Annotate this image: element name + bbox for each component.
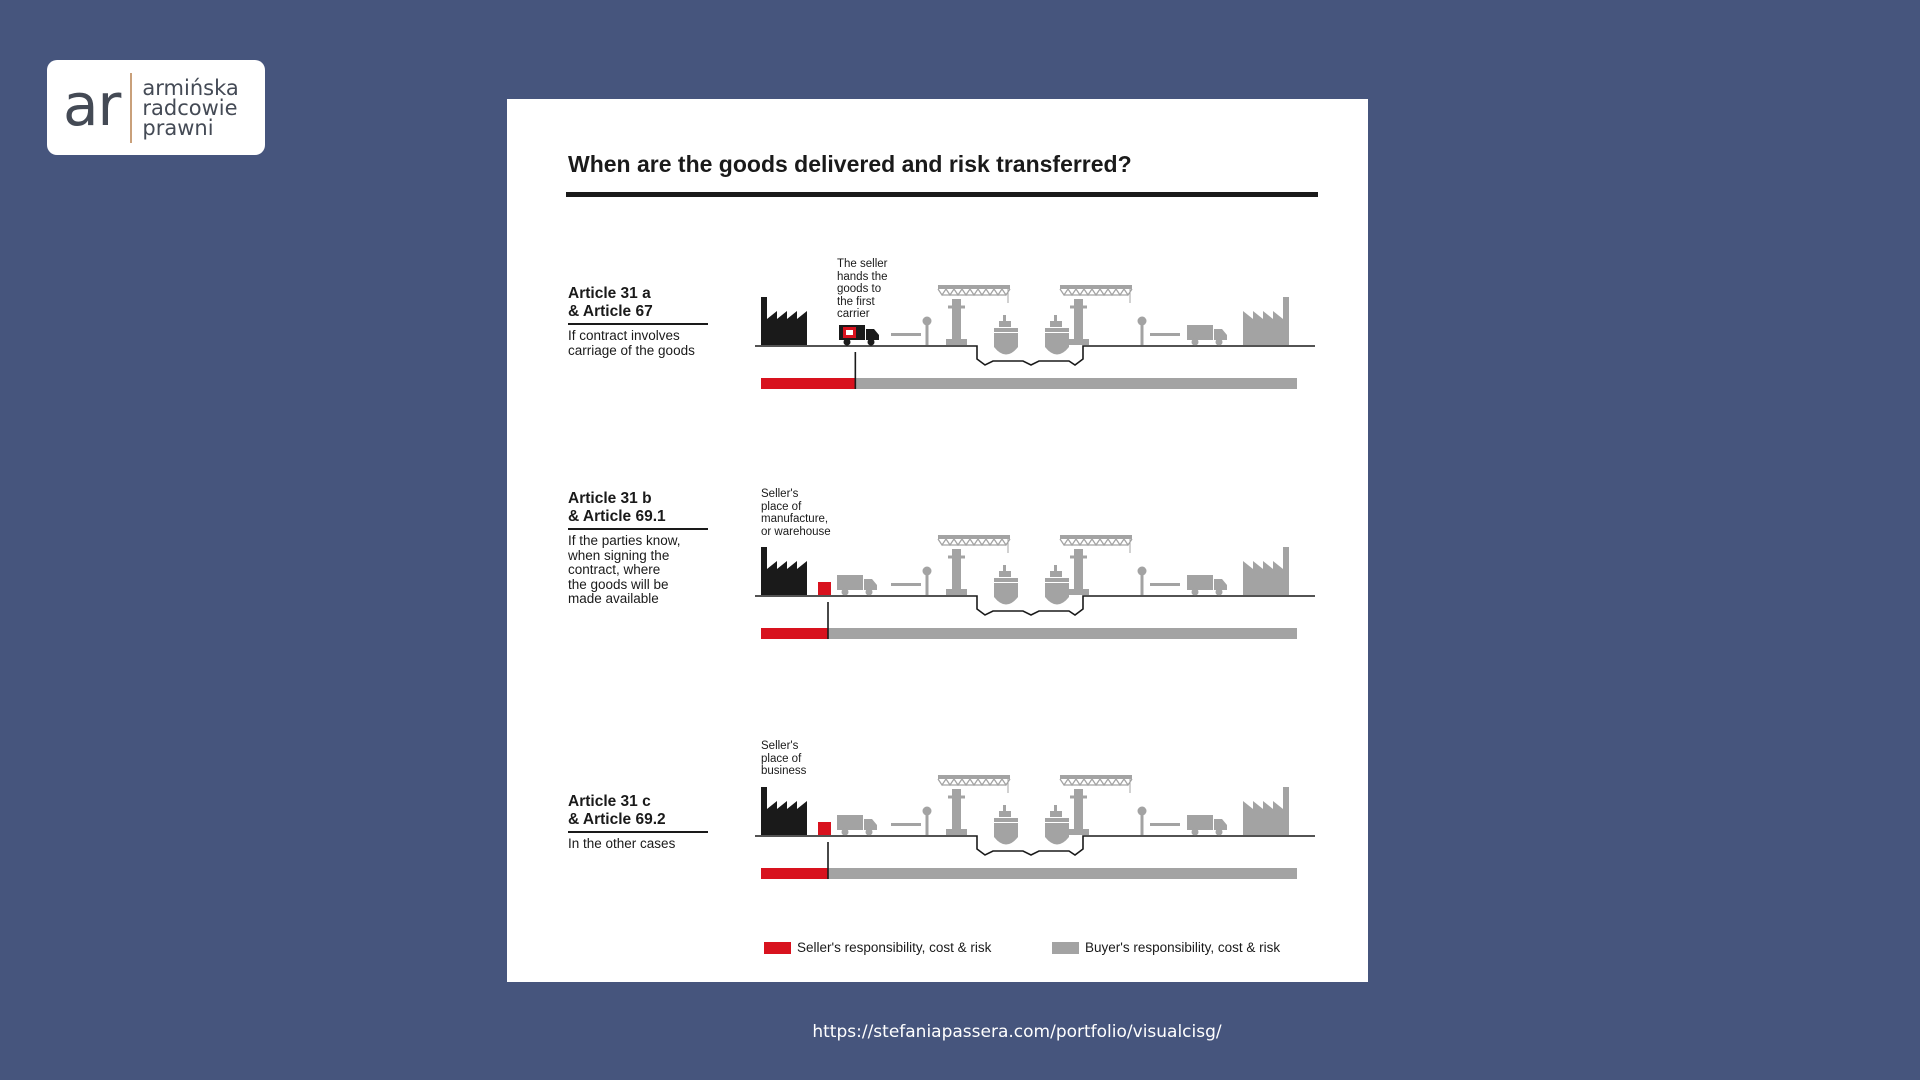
right-crane-icon-boom (1060, 775, 1132, 779)
left-crane-icon-truss (978, 289, 986, 295)
source-url[interactable]: https://stefaniapassera.com/portfolio/visualcisg/ (812, 1022, 1222, 1042)
buyer-truck-icon-box (1187, 325, 1213, 340)
seller-responsibility-bar (761, 628, 828, 639)
transport-diagram-31a (755, 285, 1315, 405)
left-crane-icon-truss (954, 289, 962, 295)
left-bollard-icon-knob (923, 807, 932, 816)
company-logo (47, 60, 265, 155)
left-crane-icon-truss (962, 539, 970, 545)
left-crane-icon-base (946, 589, 967, 595)
seller-responsibility-bar (761, 868, 828, 879)
logo-line-1: armińska (142, 75, 239, 100)
carrier-truck-icon (837, 815, 877, 836)
right-crane-icon-truss (1076, 779, 1084, 785)
seller-responsibility-bar (761, 378, 855, 389)
carrier-truck-icon-wheel (866, 589, 873, 596)
carrier-truck-icon-wheel (842, 829, 849, 836)
left-bollard-icon (891, 567, 932, 596)
buyer-truck-icon-box (1187, 575, 1213, 590)
ground-line (755, 346, 1315, 365)
right-ship-icon (1045, 565, 1069, 605)
row-heading: Article 31 a & Article 67 (568, 285, 708, 325)
row-description: In the other cases (568, 836, 676, 851)
title-rule (566, 192, 1318, 197)
buyer-truck-icon-cab (1214, 579, 1227, 590)
buyer-factory-icon (1243, 547, 1289, 595)
seller-factory-icon (761, 297, 807, 345)
carrier-truck-icon-cab (864, 579, 877, 590)
buyer-truck-icon-cab (1214, 329, 1227, 340)
row-label-31b (568, 490, 708, 607)
right-crane-icon-truss (1100, 779, 1108, 785)
right-crane-icon-truss (1084, 539, 1092, 545)
left-bollard-icon-knob (923, 317, 932, 326)
left-ship-icon-deck (999, 321, 1011, 327)
right-crane-icon-truss (1116, 289, 1124, 295)
left-crane-icon-truss (946, 539, 954, 545)
legend-label-buyer: Buyer's responsibility, cost & risk (1085, 940, 1281, 955)
right-crane-icon-base (1068, 589, 1089, 595)
row-note: Seller's place of manufacture, or warehouse (761, 488, 831, 538)
right-ship-icon-deck (1050, 571, 1062, 577)
right-crane-icon (1060, 775, 1132, 835)
left-bollard-icon-bar (891, 583, 921, 586)
left-crane-icon-truss (954, 779, 962, 785)
buyer-responsibility-bar (828, 628, 1297, 639)
right-ship-icon (1045, 805, 1069, 845)
row-description: If contract involves carriage of the goods (568, 328, 695, 358)
right-crane-icon-truss (1108, 539, 1116, 545)
first-carrier-truck-icon-wheel (844, 339, 851, 346)
legend-seller (764, 940, 991, 955)
left-ship-icon-rail (994, 328, 1018, 332)
buyer-truck-icon-wheel (1192, 339, 1199, 346)
right-bollard-icon-bar (1150, 823, 1180, 826)
right-crane-icon-boom (1060, 535, 1132, 539)
seller-factory-icon (761, 547, 807, 595)
goods-package-icon (818, 822, 831, 835)
left-crane-icon-truss (938, 779, 946, 785)
right-ship-icon-hull (1045, 583, 1069, 605)
left-crane-icon-boom (938, 775, 1010, 779)
carrier-truck-icon (837, 575, 877, 596)
left-crane-icon-truss (986, 779, 994, 785)
right-ship-icon-rail (1045, 818, 1069, 822)
right-bollard-icon-knob (1138, 317, 1147, 326)
right-crane-icon-truss (1124, 289, 1132, 295)
right-bollard-icon (1138, 807, 1181, 836)
carrier-truck-icon-wheel (866, 829, 873, 836)
right-crane-icon-truss (1084, 779, 1092, 785)
right-bollard-icon-knob (1138, 567, 1147, 576)
infographic-card (507, 99, 1368, 982)
left-crane-icon-truss (970, 779, 978, 785)
right-crane-icon-truss (1060, 289, 1068, 295)
right-crane-icon-boom (1060, 285, 1132, 289)
left-crane-icon-truss (954, 539, 962, 545)
left-bollard-icon (891, 317, 932, 346)
row-label-31c (568, 793, 708, 852)
goods-package-inner (846, 330, 853, 335)
right-crane-icon-truss (1124, 779, 1132, 785)
left-crane-icon-truss (946, 779, 954, 785)
left-crane-icon-truss (962, 779, 970, 785)
right-crane-icon-base (1068, 339, 1089, 345)
row-heading: Article 31 b & Article 69.1 (568, 490, 708, 530)
buyer-truck-icon-wheel (1216, 339, 1223, 346)
right-crane-icon-truss (1084, 289, 1092, 295)
right-crane-icon-truss (1108, 289, 1116, 295)
buyer-truck-icon-cab (1214, 819, 1227, 830)
right-crane-icon-truss (1108, 779, 1116, 785)
right-ship-icon-funnel (1054, 565, 1057, 571)
left-crane-icon-truss (986, 289, 994, 295)
transport-diagram-31b (755, 535, 1315, 655)
left-ship-icon-hull (994, 583, 1018, 605)
buyer-truck-icon (1187, 575, 1227, 596)
logo-line-2: radcowie (142, 95, 238, 120)
legend-swatch-seller (764, 942, 791, 954)
row-label-31a (568, 285, 708, 358)
left-ship-icon-rail (994, 578, 1018, 582)
right-ship-icon-funnel (1054, 805, 1057, 811)
row-note: The seller hands the goods to the first carrier (837, 258, 888, 320)
buyer-truck-icon-box (1187, 815, 1213, 830)
buyer-truck-icon-wheel (1192, 589, 1199, 596)
left-ship-icon-deck (999, 571, 1011, 577)
left-ship-icon-hull (994, 823, 1018, 845)
right-ship-icon-rail (1045, 328, 1069, 332)
buyer-truck-icon-wheel (1192, 829, 1199, 836)
left-ship-icon-deck (999, 811, 1011, 817)
buyer-factory-icon (1243, 787, 1289, 835)
left-crane-icon-truss (986, 539, 994, 545)
logo-divider (130, 73, 132, 143)
left-crane-icon-truss (946, 289, 954, 295)
right-crane-icon-truss (1076, 289, 1084, 295)
left-crane-icon-truss (970, 539, 978, 545)
right-crane-icon-truss (1100, 289, 1108, 295)
buyer-truck-icon (1187, 325, 1227, 346)
logo-mark: ar (63, 70, 121, 139)
carrier-truck-icon-cab (864, 819, 877, 830)
figure-title: When are the goods delivered and risk transferred? (568, 151, 1132, 177)
right-crane-icon-truss (1068, 539, 1076, 545)
left-bollard-icon (891, 807, 932, 836)
left-crane-icon-base (946, 829, 967, 835)
carrier-truck-icon-wheel (842, 589, 849, 596)
row-heading: Article 31 c & Article 69.2 (568, 793, 708, 833)
right-crane-icon-truss (1068, 289, 1076, 295)
right-crane-icon-base (1068, 829, 1089, 835)
buyer-truck-icon-wheel (1216, 829, 1223, 836)
left-bollard-icon-bar (891, 823, 921, 826)
left-crane-icon-boom (938, 535, 1010, 539)
left-ship-icon (994, 565, 1018, 605)
first-carrier-truck-icon-wheel (868, 339, 875, 346)
right-bollard-icon-bar (1150, 583, 1180, 586)
ground-line (755, 836, 1315, 855)
right-crane-icon (1060, 535, 1132, 595)
left-crane-icon-base (946, 339, 967, 345)
left-crane-icon-truss (970, 289, 978, 295)
left-crane-icon-truss (994, 779, 1002, 785)
legend-swatch-buyer (1052, 942, 1079, 954)
carrier-truck-icon-box (837, 815, 863, 830)
legend-buyer (1052, 940, 1280, 955)
right-crane-icon-truss (1116, 779, 1124, 785)
left-crane-icon-truss (1002, 779, 1010, 785)
ground-line (755, 596, 1315, 615)
left-crane-icon-truss (994, 539, 1002, 545)
right-bollard-icon (1138, 317, 1181, 346)
left-ship-icon-rail (994, 818, 1018, 822)
left-crane-icon-truss (978, 539, 986, 545)
right-crane-icon-truss (1116, 539, 1124, 545)
left-crane-icon-truss (1002, 289, 1010, 295)
right-ship-icon-deck (1050, 321, 1062, 327)
right-crane-icon-truss (1092, 779, 1100, 785)
right-bollard-icon-bar (1150, 333, 1180, 336)
right-bollard-icon (1138, 567, 1181, 596)
left-ship-icon (994, 315, 1018, 355)
left-crane-icon-truss (994, 289, 1002, 295)
right-ship-icon-hull (1045, 333, 1069, 355)
right-crane-icon-truss (1100, 539, 1108, 545)
logo-line-3: prawni (142, 115, 214, 140)
left-crane-icon-truss (1002, 539, 1010, 545)
left-bollard-icon-bar (891, 333, 921, 336)
carrier-truck-icon-box (837, 575, 863, 590)
left-ship-icon-funnel (1003, 565, 1006, 571)
legend-label-seller: Seller's responsibility, cost & risk (797, 940, 992, 955)
left-crane-icon-truss (978, 779, 986, 785)
right-bollard-icon-knob (1138, 807, 1147, 816)
right-crane-icon-truss (1076, 539, 1084, 545)
left-ship-icon-funnel (1003, 805, 1006, 811)
left-ship-icon (994, 805, 1018, 845)
goods-package-icon (818, 582, 831, 595)
right-ship-icon-hull (1045, 823, 1069, 845)
right-crane-icon-truss (1092, 289, 1100, 295)
buyer-responsibility-bar (855, 378, 1297, 389)
right-crane-icon-truss (1060, 779, 1068, 785)
buyer-factory-icon (1243, 297, 1289, 345)
first-carrier-truck-icon-cab (866, 329, 879, 340)
right-crane-icon-truss (1124, 539, 1132, 545)
right-ship-icon-rail (1045, 578, 1069, 582)
right-crane-icon-truss (1092, 539, 1100, 545)
buyer-truck-icon-wheel (1216, 589, 1223, 596)
right-ship-icon (1045, 315, 1069, 355)
transport-diagram-31c (755, 775, 1315, 895)
right-ship-icon-funnel (1054, 315, 1057, 321)
row-description: If the parties know, when signing the contract, where the goods will be made available (568, 533, 681, 606)
buyer-responsibility-bar (828, 868, 1297, 879)
left-crane-icon-boom (938, 285, 1010, 289)
buyer-truck-icon (1187, 815, 1227, 836)
right-crane-icon-truss (1060, 539, 1068, 545)
left-crane-icon-truss (962, 289, 970, 295)
right-crane-icon-truss (1068, 779, 1076, 785)
left-crane-icon-truss (938, 289, 946, 295)
right-ship-icon-deck (1050, 811, 1062, 817)
logo-wordmark (142, 75, 239, 140)
left-crane-icon-truss (938, 539, 946, 545)
right-crane-icon (1060, 285, 1132, 345)
row-note: Seller's place of business (761, 740, 807, 777)
left-bollard-icon-knob (923, 567, 932, 576)
seller-factory-icon (761, 787, 807, 835)
left-ship-icon-hull (994, 333, 1018, 355)
left-ship-icon-funnel (1003, 315, 1006, 321)
